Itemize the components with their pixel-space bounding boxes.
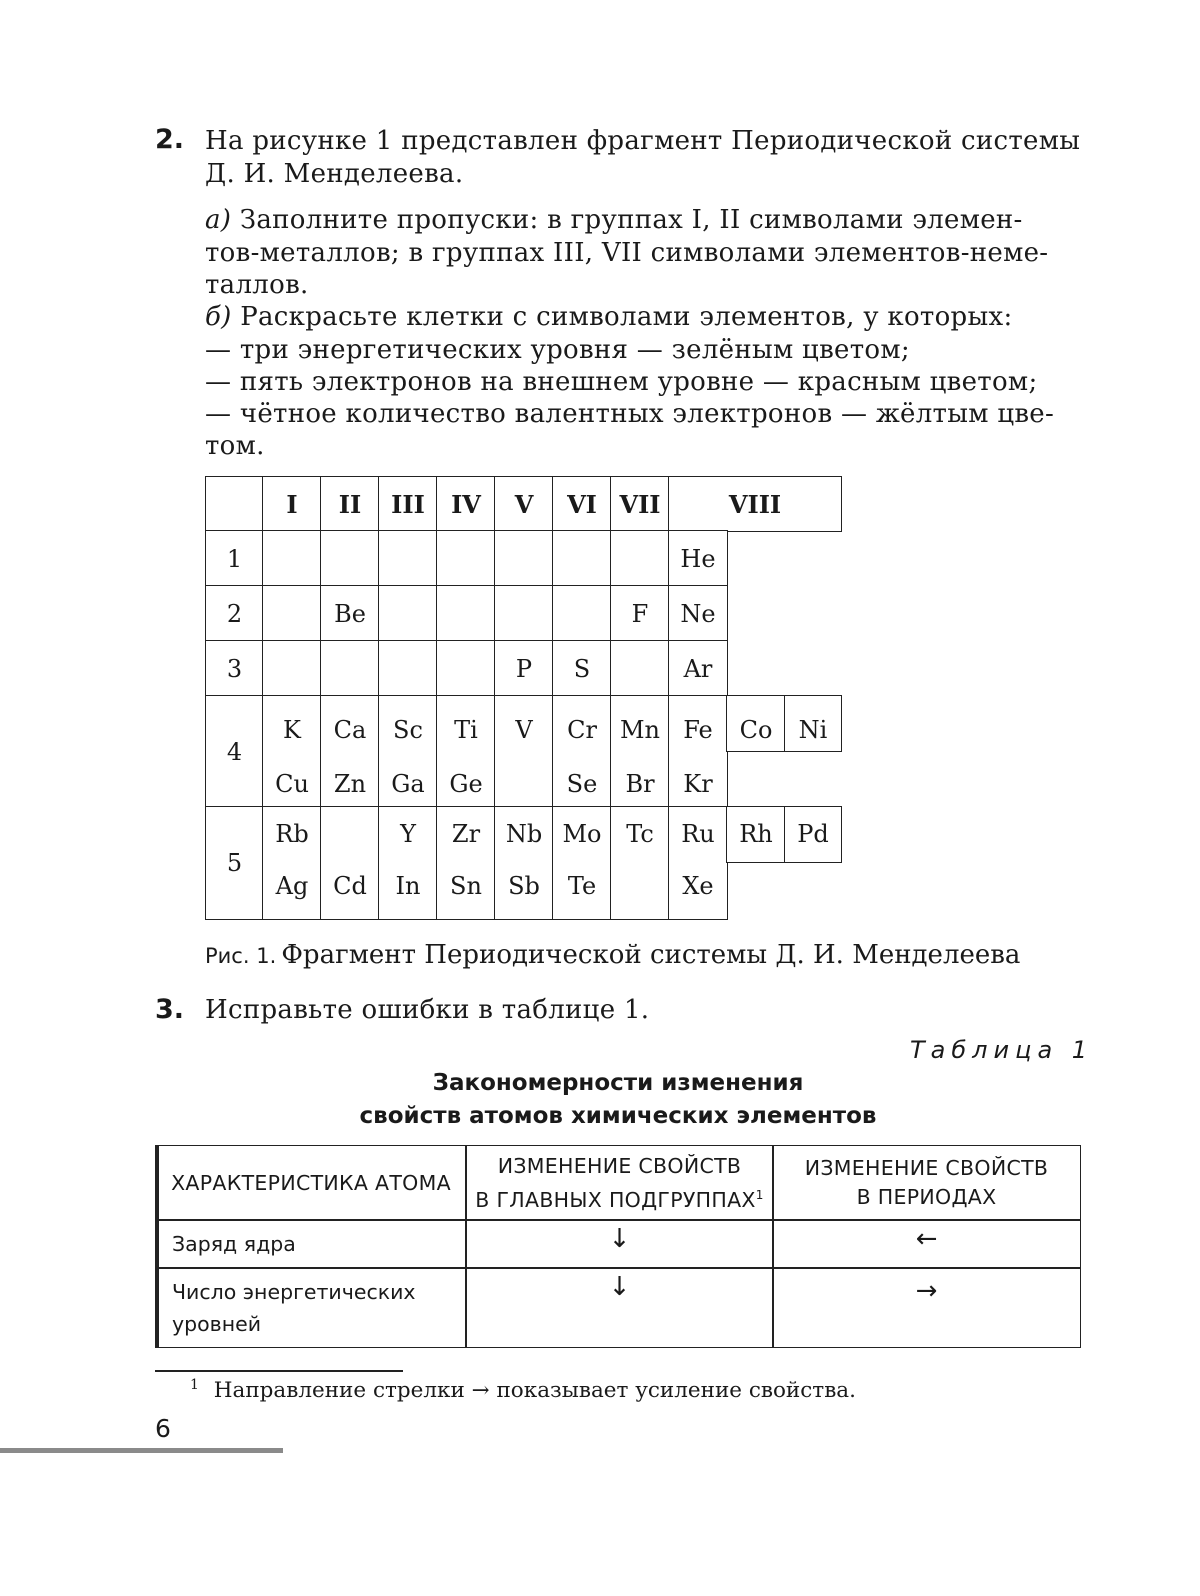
element-cell xyxy=(378,530,438,587)
properties-table xyxy=(155,1145,1081,1348)
element-cell: Ne xyxy=(668,585,728,642)
element-symbol: Ti xyxy=(454,716,478,744)
element-symbol: Zr xyxy=(451,820,481,848)
element-symbol: Nb xyxy=(505,820,543,848)
element-symbol: Fe xyxy=(683,716,713,744)
element-cell xyxy=(552,585,612,642)
part-b-line-3: — пять электронов на внешнем уровне — красным цветом; xyxy=(205,367,1038,397)
element-cell xyxy=(610,530,670,587)
element-symbol: In xyxy=(395,872,421,900)
element-cell xyxy=(436,530,496,587)
element-symbol: Te xyxy=(567,872,597,900)
element-cell: S xyxy=(552,640,612,697)
period-label: 1 xyxy=(205,530,264,587)
arrow-cell: → xyxy=(772,1267,1081,1348)
element-symbol: Ge xyxy=(449,770,483,798)
element-symbol: Se xyxy=(566,770,598,798)
element-symbol: Cd xyxy=(333,872,367,900)
element-symbol: Br xyxy=(625,770,655,798)
group-header: III xyxy=(378,476,438,532)
element-symbol: Ga xyxy=(391,770,425,798)
footnote-divider xyxy=(155,1370,403,1372)
group-header: VI xyxy=(552,476,612,532)
element-cell xyxy=(436,585,496,642)
element-cell xyxy=(436,640,496,697)
figure-caption xyxy=(205,940,1020,970)
element-cell xyxy=(378,585,438,642)
arrow-cell: ↓ xyxy=(465,1219,774,1269)
arrow-cell: ↓ xyxy=(465,1267,774,1348)
period-label: 2 xyxy=(205,585,264,642)
element-cell xyxy=(262,640,322,697)
element-cell xyxy=(494,695,554,808)
element-symbol: Ca xyxy=(333,716,367,744)
page-number: 6 xyxy=(155,1414,171,1443)
element-symbol: Sn xyxy=(450,872,482,900)
periodic-table xyxy=(205,476,845,922)
footnote-mark: 1 xyxy=(190,1377,199,1393)
part-a-line-1: а) Заполните пропуски: в группах I, II символами элемен- xyxy=(205,205,1023,235)
figure-caption-label: Рис. 1. xyxy=(205,944,277,968)
table-title: Закономерности изменения свойств атомов химических элементов xyxy=(359,1070,877,1129)
task-intro-line-2: Д. И. Менделеева. xyxy=(205,159,464,189)
page-number-bar xyxy=(0,1448,283,1453)
row-label: Число энергетических уровней xyxy=(155,1267,467,1348)
figure-caption-text: Фрагмент Периодической системы Д. И. Менделеева xyxy=(281,940,1021,970)
element-symbol: Mo xyxy=(562,820,602,848)
element-symbol: Sc xyxy=(393,716,423,744)
part-b-line-5: том. xyxy=(205,431,265,461)
header-cell: ИЗМЕНЕНИЕ СВОЙСТВ В ПЕРИОДАХ xyxy=(772,1145,1081,1221)
element-symbol: Rb xyxy=(275,820,309,848)
element-cell xyxy=(494,585,554,642)
period-label: 3 xyxy=(205,640,264,697)
part-b-line-1: б) Раскрасьте клетки с символами элементов, у которых: xyxy=(205,302,1013,332)
element-symbol: Mn xyxy=(619,716,661,744)
element-cell: Ar xyxy=(668,640,728,697)
part-b-line-2: — три энергетических уровня — зелёным цветом; xyxy=(205,335,910,365)
part-a-line-2: тов-металлов; в группах III, VII символами элементов-неме- xyxy=(205,238,1049,268)
header-cell: ИЗМЕНЕНИЕ СВОЙСТВ В ГЛАВНЫХ ПОДГРУППАХ$^1$ xyxy=(465,1145,774,1221)
element-symbol: Ni xyxy=(798,716,828,744)
footnote-ref: 1 xyxy=(755,1187,764,1202)
group-header: II xyxy=(320,476,380,532)
element-symbol: Sb xyxy=(508,872,540,900)
element-symbol: Cu xyxy=(275,770,309,798)
element-symbol: Cr xyxy=(567,716,597,744)
element-symbol: Zn xyxy=(333,770,367,798)
element-cell xyxy=(320,806,380,920)
element-symbol: Tc xyxy=(626,820,654,848)
footnote xyxy=(190,1377,856,1403)
group-header: VIII xyxy=(668,476,842,532)
footnote-text: Направление стрелки → показывает усиление свойства. xyxy=(213,1378,856,1404)
element-symbol: Co xyxy=(739,716,773,744)
element-cell: P xyxy=(494,640,554,697)
element-symbol: Rh xyxy=(739,820,773,848)
part-a-label: а) xyxy=(205,205,232,235)
task-number: 3. xyxy=(155,994,185,1025)
element-cell xyxy=(610,640,670,697)
task-intro-line-1: На рисунке 1 представлен фрагмент Периодической системы xyxy=(205,126,1081,156)
group-header: V xyxy=(494,476,554,532)
header-cell: ХАРАКТЕРИСТИКА АТОМА xyxy=(155,1145,467,1221)
period-label: 5 xyxy=(205,806,264,920)
part-a-line-3: таллов. xyxy=(205,270,309,300)
part-b-label: б) xyxy=(205,302,232,332)
group-header: IV xyxy=(436,476,496,532)
task-text: Исправьте ошибки в таблице 1. xyxy=(205,995,650,1025)
element-symbol: Ag xyxy=(275,872,309,900)
row-label: Заряд ядра xyxy=(155,1219,467,1269)
group-header: VII xyxy=(610,476,670,532)
element-cell xyxy=(378,640,438,697)
group-header: I xyxy=(262,476,322,532)
element-symbol: Xe xyxy=(682,872,714,900)
element-cell xyxy=(262,585,322,642)
element-symbol: Ru xyxy=(681,820,715,848)
corner-cell xyxy=(205,476,264,532)
element-cell xyxy=(262,530,322,587)
element-cell xyxy=(552,530,612,587)
element-cell xyxy=(494,530,554,587)
arrow-cell: ← xyxy=(772,1219,1081,1269)
element-cell xyxy=(320,640,380,697)
part-b-line-4: — чётное количество валентных электронов — жёлтым цве- xyxy=(205,399,1055,429)
period-label: 4 xyxy=(205,695,264,808)
element-symbol: Pd xyxy=(797,820,829,848)
element-cell xyxy=(320,530,380,587)
element-cell: Be xyxy=(320,585,380,642)
element-symbol: Kr xyxy=(683,770,713,798)
element-symbol: Y xyxy=(400,820,416,848)
table-label: Таблица 1 xyxy=(910,1036,1094,1064)
element-symbol: V xyxy=(515,716,533,744)
element-symbol: K xyxy=(283,716,301,744)
element-cell: F xyxy=(610,585,670,642)
task-number: 2. xyxy=(155,124,185,155)
element-cell: He xyxy=(668,530,728,587)
